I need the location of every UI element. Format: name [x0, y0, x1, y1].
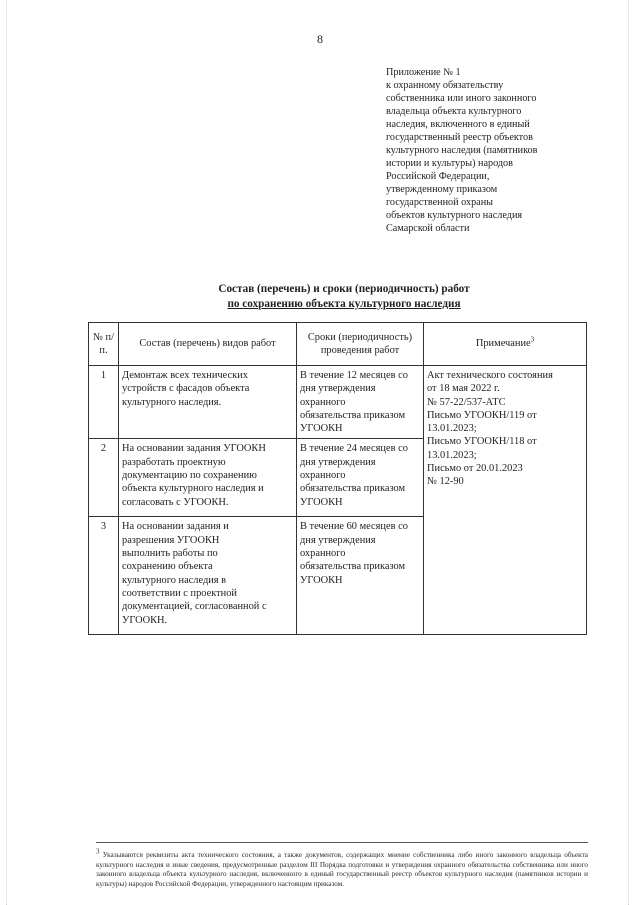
header-note-label: Примечание	[475, 338, 531, 350]
works-line: На основании задания УГООКН	[122, 443, 266, 455]
terms-line: УГООКН	[300, 423, 343, 435]
appendix-line: Самарской области	[386, 223, 470, 234]
page-number: 8	[317, 32, 323, 46]
note-line: 13.01.2023;	[427, 449, 477, 461]
appendix-line: Российской Федерации,	[386, 171, 490, 182]
footnote-ref: 3	[530, 335, 535, 344]
appendix-line: государственный реестр объектов	[386, 132, 533, 143]
appendix-line: утвержденному приказом	[386, 184, 498, 195]
row-number: 2	[89, 439, 119, 517]
terms-line: дня утверждения	[300, 383, 376, 395]
row-works	[119, 366, 297, 439]
note-line: Письмо от 20.01.2023	[427, 463, 523, 475]
terms-line: В течение 12 месяцев со	[300, 370, 408, 381]
appendix-block	[386, 66, 586, 235]
terms-line: В течение 60 месяцев со	[300, 521, 408, 533]
terms-line: охранного	[300, 548, 346, 560]
works-table	[88, 322, 587, 635]
terms-line: обязательства приказом	[300, 409, 406, 421]
table-row	[89, 366, 587, 439]
header-note	[424, 323, 587, 366]
note-line: Письмо УГООКН/118 от	[427, 436, 537, 448]
note-line: Письмо УГООКН/119 от	[427, 409, 537, 421]
row-works	[119, 439, 297, 517]
works-line: УГООКН.	[122, 614, 168, 626]
works-line: документацию по сохранению	[122, 470, 257, 482]
appendix-line: к охранному обязательству	[386, 80, 504, 91]
appendix-line: владельца объекта культурного	[386, 106, 522, 117]
terms-line: обязательства приказом	[300, 483, 406, 495]
appendix-line: объектов культурного наследия	[386, 210, 523, 221]
header-num: № п/п.	[89, 323, 119, 366]
note-line: от 18 мая 2022 г.	[427, 383, 500, 395]
appendix-line: культурного наследия (памятников	[386, 145, 538, 156]
appendix-line: наследия, включенного в единый	[386, 119, 530, 130]
works-line: соответствии с проектной	[122, 587, 237, 599]
scan-edge-left	[6, 0, 9, 905]
note-line: № 57-22/537-АТС	[427, 396, 506, 408]
row-note	[424, 366, 587, 635]
footnote-divider	[96, 842, 588, 843]
terms-line: В течение 24 месяцев со	[300, 443, 408, 455]
works-line: выполнить работы по	[122, 548, 218, 560]
works-line: устройств с фасадов объекта	[122, 383, 250, 395]
terms-line: дня утверждения	[300, 534, 376, 546]
terms-line: дня утверждения	[300, 456, 376, 468]
row-terms	[297, 366, 424, 439]
header-works: Состав (перечень) видов работ	[119, 323, 297, 366]
header-terms: Сроки (периодичность) проведения работ	[297, 323, 424, 366]
row-number: 1	[89, 366, 119, 439]
note-line: Акт технического состояния	[427, 370, 553, 381]
works-line: документацией, согласованной с	[122, 601, 267, 613]
footnote-text: Указываются реквизиты акта технического состояния, а также документов, содержащих мнение собственника либо иного законного владельца объекта культурного наследия и иные сведения, предусмотренные разделом III Порядка подготовки и утверждения охранного обязательства собственника или иного законного владельца объекта культурного наследия, включенного в единый государственный реестр объектов культурного наследия (памятников истории и культуры) народов Российской Федерации, утвержденного настоящим приказом.	[96, 851, 588, 888]
table-header-row	[89, 323, 587, 366]
document-heading	[120, 282, 568, 312]
heading-line-2: по сохранению объекта культурного наследия	[227, 298, 461, 310]
works-line: объекта культурного наследия и	[122, 483, 264, 495]
appendix-line: собственника или иного законного	[386, 93, 537, 104]
works-line: разработать проектную	[122, 456, 226, 468]
footnote-marker: 3	[96, 847, 100, 856]
footnote	[96, 847, 588, 889]
heading-line-1: Состав (перечень) и сроки (периодичность) работ	[218, 283, 470, 295]
works-line: На основании задания и	[122, 521, 229, 533]
row-works	[119, 517, 297, 635]
works-line: разрешения УГООКН	[122, 534, 220, 546]
appendix-line: государственной охраны	[386, 197, 493, 208]
appendix-line: Приложение № 1	[386, 67, 461, 78]
note-line: № 12-90	[427, 476, 464, 488]
note-line: 13.01.2023;	[427, 423, 477, 435]
terms-line: УГООКН	[300, 574, 343, 586]
row-terms	[297, 439, 424, 517]
terms-line: охранного	[300, 470, 346, 482]
works-line: Демонтаж всех технических	[122, 370, 248, 381]
works-line: культурного наследия в	[122, 574, 227, 586]
row-number: 3	[89, 517, 119, 635]
row-terms	[297, 517, 424, 635]
works-line: согласовать с УГООКН.	[122, 496, 229, 508]
works-line: культурного наследия.	[122, 396, 222, 408]
terms-line: УГООКН	[300, 496, 343, 508]
scan-edge-right	[628, 0, 631, 905]
terms-line: обязательства приказом	[300, 561, 406, 573]
works-line: сохранению объекта	[122, 561, 213, 573]
terms-line: охранного	[300, 396, 346, 408]
appendix-line: истории и культуры) народов	[386, 158, 513, 169]
